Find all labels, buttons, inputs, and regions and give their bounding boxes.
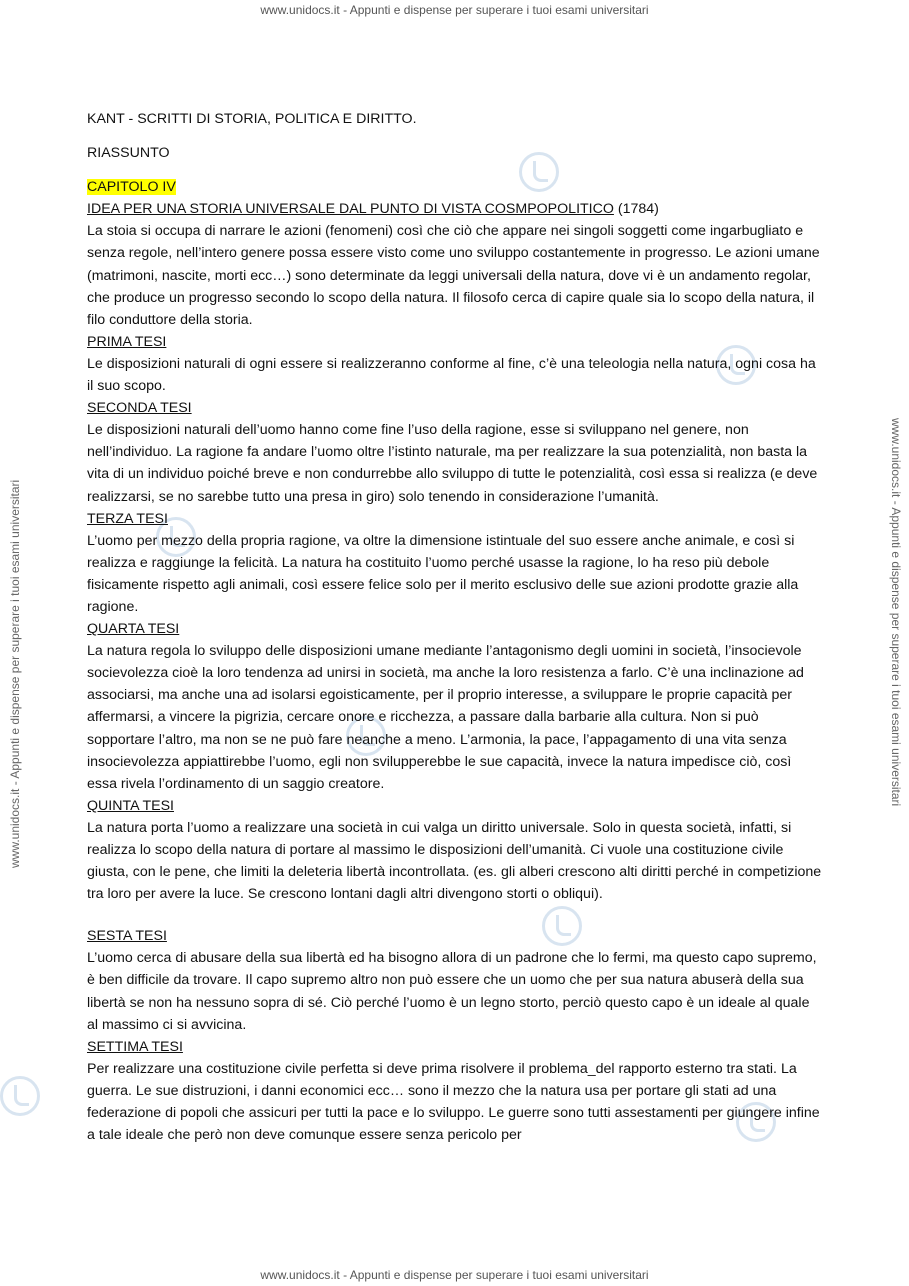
essay-year: (1784) [613,201,659,218]
watermark-logo-icon [0,1076,40,1116]
section-heading-sesta: SESTA TESI [87,928,167,945]
section-text-prima: Le disposizioni naturali di ogni essere si realizzeranno conforme al fine, c’è una teleologia nella natura, ogni cosa ha il suo scopo. [87,355,816,395]
watermark-right: www.unidocs.it - Appunti e dispense per superare i tuoi esami universitari [889,418,903,807]
document-title: KANT - SCRITTI DI STORIA, POLITICA E DIRITTO. [87,111,417,127]
watermark-left: www.unidocs.it - Appunti e dispense per superare i tuoi esami universitari [8,479,22,868]
chapter-label: CAPITOLO IV [87,179,176,196]
watermark-top: www.unidocs.it - Appunti e dispense per superare i tuoi esami universitari [260,3,649,17]
document-body [87,108,822,1146]
section-text-seconda: Le disposizioni naturali dell’uomo hanno come fine l’uso della ragione, esse si sviluppano nel genere, non nell’individuo. La ragione fa andare l’uomo oltre l’istinto naturale, ma per realizzare la sua potenzialità, non basta la vita di un individuo poiché breve e non condurrebbe allo sviluppo di tutte le potenzialità, così essa si realizza (e deve realizzarsi, se no sarebbe tutto una presa in giro) solo tenendo in considerazione l’umanità. [87,422,818,505]
section-text-terza: L’uomo per mezzo della propria ragione, va oltre la dimensione istintuale del suo essere anche animale, e così si realizza e raggiunge la felicità. La natura ha costituito l’uomo perché usasse la ragione, lo ha reso più debole fisicamente rispetto agli animali, così essere felice solo per il merito esclusivo delle sue azioni prodotte grazie alla ragione. [87,532,799,615]
section-heading-prima: PRIMA TESI [87,333,167,350]
section-heading-quinta: QUINTA TESI [87,797,174,814]
essay-title: IDEA PER UNA STORIA UNIVERSALE DAL PUNTO DI VISTA COSMPOPOLITICO [87,201,614,218]
section-text-quinta: La natura porta l’uomo a realizzare una società in cui valga un diritto universale. Solo in questa società, infatti, si realizza lo scopo della natura di portare al massimo le disposizioni dell’umanità. Ci vuole una costituzione civile giusta, con le pene, che limiti la deleteria libertà incontrollata. (es. gli alberi crescono alti diritti perché in competizione tra loro per avere la luce. Se crescono lontani dagli altri divengono storti o obliqui). [87,819,822,903]
section-heading-terza: TERZA TESI [87,510,168,527]
document-subtitle: RIASSUNTO [87,145,170,162]
section-heading-quarta: QUARTA TESI [87,621,180,638]
section-text-settima: Per realizzare una costituzione civile perfetta si deve prima risolvere il problema_del rapporto esterno tra stati. La guerra. Le sue distruzioni, i danni economici ecc… sono il mezzo che la natura usa per portare gli stati ad una federazione di popoli che assicuri per tutti la pace e lo sviluppo. Le guerre sono tutti assestamenti per giungere infine a tale ideale che però non deve comunque essere senza pericolo per [87,1060,820,1144]
section-text-quarta: La natura regola lo sviluppo delle disposizioni umane mediante l’antagonismo degli uomini in società, l’insocievole socievolezza cioè la loro tendenza ad unirsi in società, ma anche la loro resistenza a farlo. C’è una inclinazione ad associarsi, ma anche una ad isolarsi egoisticamente, per il proprio interesse, a sviluppare le proprie capacità per affermarsi, a vincere la pigrizia, cercare onore e ricchezza, a passare dalla barbarie alla cultura. Non si può sopportare l’altro, ma non se ne può fare neanche a meno. L’armonia, la pace, l’appagamento di una vita senza insocievolezza appiattirebbe l’uomo, egli non svilupperebbe le sue capacità, invece la natura impedisce ciò, così essa rivela l’ordinamento di un saggio creatore. [87,643,804,792]
watermark-bottom: www.unidocs.it - Appunti e dispense per superare i tuoi esami universitari [260,1268,649,1282]
chapter-heading [87,176,822,198]
section-text-sesta: L’uomo cerca di abusare della sua libertà ed ha bisogno allora di un padrone che lo fermi, ma questo capo supremo, è ben difficile da trovare. Il capo supremo altro non può essere che un uomo che per sua natura abuserà della sua libertà se non ha nessuno sopra di sé. Ciò perché l’uomo è un legno storto, perciò questo capo è un ideale al quale al massimo ci si avvicina. [87,950,817,1033]
intro-paragraph: La stoia si occupa di narrare le azioni (fenomeni) così che ciò che appare nei singoli soggetti come ingarbugliato e senza regole, nell’intero genere possa essere visto come uno sviluppo costantemente in progresso. Le azioni umane (matrimoni, nascite, morti ecc…) sono determinate da leggi universali della natura, dove vi è un andamento regolar, che produce un progresso secondo lo scopo della natura. Il filosofo cerca di capire quale sia lo scopo della natura, il filo conduttore della storia. [87,223,820,328]
section-heading-seconda: SECONDA TESI [87,400,192,417]
section-heading-settima: SETTIMA TESI [87,1038,183,1055]
essay-heading [87,198,822,220]
